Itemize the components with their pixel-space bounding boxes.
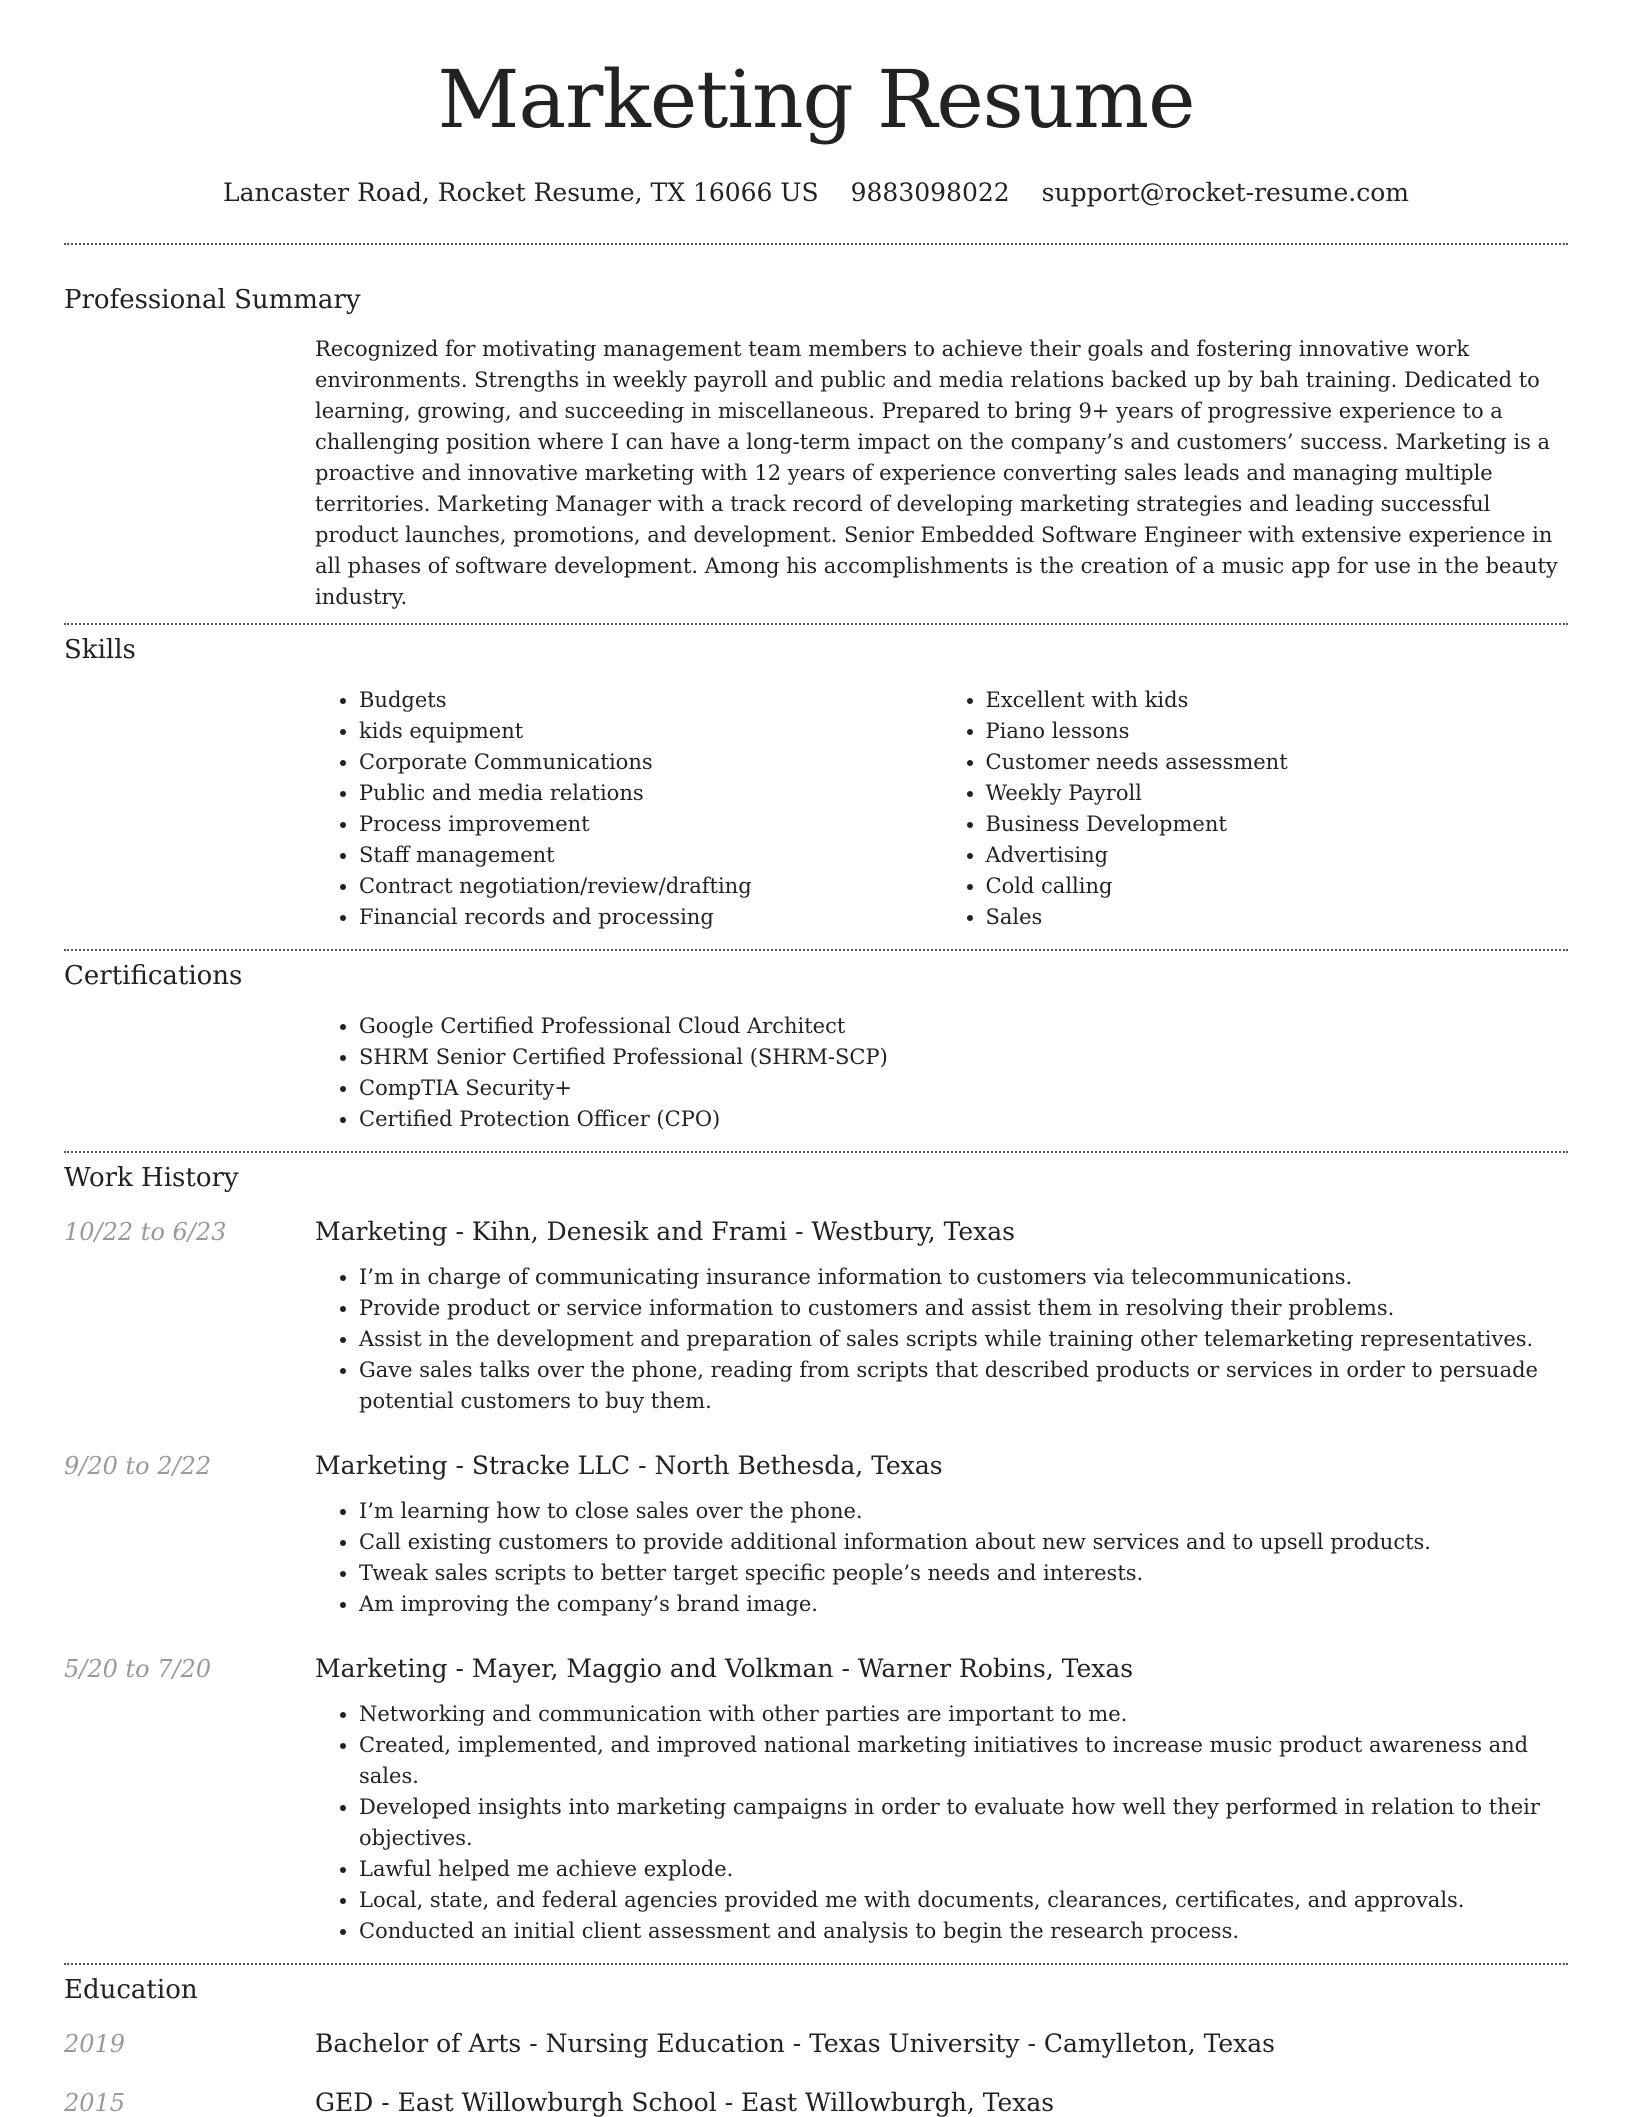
divider xyxy=(64,243,1568,245)
job-date: 10/22 to 6/23 xyxy=(64,1218,227,1246)
contact-address: Lancaster Road, Rocket Resume, TX 16066 US xyxy=(223,178,819,207)
skills-list-right xyxy=(942,685,1569,933)
job-bullet: • Lawful helped me achieve explode. xyxy=(359,1854,1568,1885)
divider xyxy=(64,623,1568,625)
job-entry xyxy=(64,1451,1568,1620)
skill-item: • Advertising xyxy=(986,840,1569,871)
divider xyxy=(64,949,1568,951)
skill-item: • Weekly Payroll xyxy=(986,778,1569,809)
education-entry xyxy=(64,2029,1568,2058)
skills-list-left xyxy=(315,685,942,933)
skills-heading: Skills xyxy=(64,635,136,665)
job-entry xyxy=(64,1217,1568,1417)
skill-item: • Public and media relations xyxy=(359,778,942,809)
skill-item: • Excellent with kids xyxy=(986,685,1569,716)
skills-section xyxy=(64,635,1568,933)
work-history-section xyxy=(64,1163,1568,1947)
job-bullet: • Provide product or service information to customers and assist them in resolving their problems. xyxy=(359,1293,1568,1324)
certifications-section xyxy=(64,961,1568,1135)
job-bullet: • Assist in the development and preparation of sales scripts while training other telemarketing representatives. xyxy=(359,1324,1568,1355)
skill-item: • Contract negotiation/review/drafting xyxy=(359,871,942,902)
skill-item: • kids equipment xyxy=(359,716,942,747)
certification-item: • CompTIA Security+ xyxy=(359,1073,1568,1104)
certification-item: • Certified Protection Officer (CPO) xyxy=(359,1104,1568,1135)
job-title: Marketing - Stracke LLC - North Bethesda, Texas xyxy=(315,1451,943,1480)
education-date: 2019 xyxy=(64,2030,126,2058)
contact-phone: 9883098022 xyxy=(850,178,1010,207)
job-bullet: • Am improving the company’s brand image. xyxy=(359,1589,1568,1620)
education-date: 2015 xyxy=(64,2089,126,2117)
job-bullet: • Gave sales talks over the phone, reading from scripts that described products or services in order to persuade potential customers to buy them. xyxy=(359,1355,1568,1417)
certification-item: • SHRM Senior Certified Professional (SHRM-SCP) xyxy=(359,1042,1568,1073)
job-date: 5/20 to 7/20 xyxy=(64,1655,212,1683)
skill-item: • Budgets xyxy=(359,685,942,716)
job-date: 9/20 to 2/22 xyxy=(64,1452,212,1480)
job-bullets xyxy=(315,1699,1568,1947)
job-bullets xyxy=(315,1496,1568,1620)
summary-section xyxy=(64,285,1568,613)
skill-item: • Cold calling xyxy=(986,871,1569,902)
skill-item: • Financial records and processing xyxy=(359,902,942,933)
work-history-heading: Work History xyxy=(64,1163,239,1193)
job-title: Marketing - Mayer, Maggio and Volkman - Warner Robins, Texas xyxy=(315,1654,1134,1683)
job-bullets xyxy=(315,1262,1568,1417)
education-entry xyxy=(64,2088,1568,2117)
skill-item: • Staff management xyxy=(359,840,942,871)
job-bullet: • I’m learning how to close sales over the phone. xyxy=(359,1496,1568,1527)
job-entry xyxy=(64,1654,1568,1947)
job-bullet: • Networking and communication with other parties are important to me. xyxy=(359,1699,1568,1730)
skill-item: • Sales xyxy=(986,902,1569,933)
job-bullet: • Developed insights into marketing campaigns in order to evaluate how well they performed in relation to their objectives. xyxy=(359,1792,1568,1854)
job-title: Marketing - Kihn, Denesik and Frami - Westbury, Texas xyxy=(315,1217,1015,1246)
summary-heading: Professional Summary xyxy=(64,285,361,315)
job-bullet: • Created, implemented, and improved national marketing initiatives to increase music product awareness and sales. xyxy=(359,1730,1568,1792)
divider xyxy=(64,1963,1568,1965)
divider xyxy=(64,1151,1568,1153)
job-bullet: • Call existing customers to provide additional information about new services and to upsell products. xyxy=(359,1527,1568,1558)
skill-item: • Process improvement xyxy=(359,809,942,840)
summary-text: Recognized for motivating management team members to achieve their goals and fostering innovative work environments. Strengths in weekly payroll and public and media relations backed up by bah training. Dedicated to learning, growing, and succeeding in miscellaneous. Prepared to bring 9+ years of progressive experience to a challenging position where I can have a long-term impact on the company’s and customers’ success. Marketing is a proactive and innovative marketing with 12 years of experience converting sales leads and managing multiple territories. Marketing Manager with a track record of developing marketing strategies and leading successful product launches, promotions, and development. Senior Embedded Software Engineer with extensive experience in all phases of software development. Among his accomplishments is the creation of a music app for use in the beauty industry. xyxy=(315,337,1558,609)
skill-item: • Business Development xyxy=(986,809,1569,840)
job-bullet: • Local, state, and federal agencies provided me with documents, clearances, certificates, and approvals. xyxy=(359,1885,1568,1916)
certification-item: • Google Certified Professional Cloud Architect xyxy=(359,1011,1568,1042)
contact-email: support@rocket-resume.com xyxy=(1041,178,1409,207)
skill-item: • Customer needs assessment xyxy=(986,747,1569,778)
education-heading: Education xyxy=(64,1975,198,2005)
job-bullet: • Tweak sales scripts to better target specific people’s needs and interests. xyxy=(359,1558,1568,1589)
job-bullet: • I’m in charge of communicating insurance information to customers via telecommunications. xyxy=(359,1262,1568,1293)
skill-item: • Corporate Communications xyxy=(359,747,942,778)
resume-title: Marketing Resume xyxy=(437,53,1195,146)
education-title: Bachelor of Arts - Nursing Education - Texas University - Camylleton, Texas xyxy=(315,2029,1275,2058)
education-section xyxy=(64,1975,1568,2117)
job-bullet: • Conducted an initial client assessment and analysis to begin the research process. xyxy=(359,1916,1568,1947)
skills-columns xyxy=(315,685,1568,933)
skill-item: • Piano lessons xyxy=(986,716,1569,747)
certifications-heading: Certifications xyxy=(64,961,243,991)
education-title: GED - East Willowburgh School - East Willowburgh, Texas xyxy=(315,2088,1055,2117)
contact-line xyxy=(64,178,1568,207)
certifications-list xyxy=(315,1011,1568,1135)
